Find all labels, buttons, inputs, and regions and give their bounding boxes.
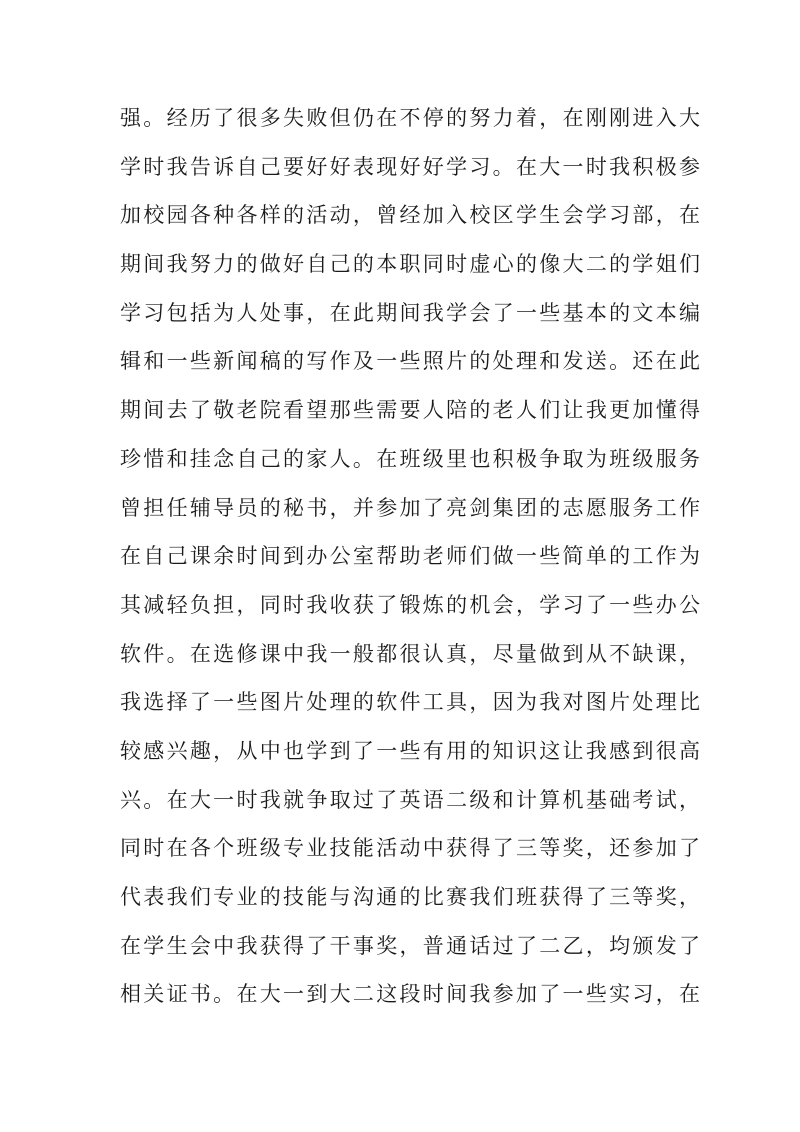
text-line: 珍惜和挂念自己的家人。在班级里也积极争取为班级服务 [120,446,700,471]
text-line: 软件。在选修课中我一般都很认真，尽量做到从不缺课， [120,641,700,666]
body-paragraph [120,94,700,1019]
text-line: 加校园各种各样的活动，曾经加入校区学生会学习部，在 [120,203,700,228]
text-line: 在学生会中我获得了干事奖，普通话过了二乙，均颁发了 [120,933,700,958]
text-line: 强。经历了很多失败但仍在不停的努力着，在刚刚进入大 [120,106,700,130]
text-line: 其减轻负担，同时我收获了锻炼的机会，学习了一些办公 [120,592,700,617]
text-line: 相关证书。在大一到大二这段时间我参加了一些实习，在 [120,982,700,1007]
text-line: 辑和一些新闻稿的写作及一些照片的处理和发送。还在此 [120,349,700,374]
text-line: 期间去了敬老院看望那些需要人陪的老人们让我更加懂得 [120,398,700,423]
text-line: 兴。在大一时我就争取过了英语二级和计算机基础考试， [120,787,700,812]
text-line: 较感兴趣，从中也学到了一些有用的知识这让我感到很高 [120,738,700,763]
text-line: 曾担任辅导员的秘书，并参加了亮剑集团的志愿服务工作 [120,495,700,520]
text-line: 代表我们专业的技能与沟通的比赛我们班获得了三等奖， [120,885,700,909]
text-line: 在自己课余时间到办公室帮助老师们做一些简单的工作为 [120,544,700,569]
text-line: 我选择了一些图片处理的软件工具，因为我对图片处理比 [120,690,700,715]
text-line: 同时在各个班级专业技能活动中获得了三等奖，还参加了 [120,836,700,861]
text-line: 学习包括为人处事，在此期间我学会了一些基本的文本编 [120,300,700,325]
text-line: 学时我告诉自己要好好表现好好学习。在大一时我积极参 [120,154,700,179]
text-line: 期间我努力的做好自己的本职同时虚心的像大二的学姐们 [120,252,700,277]
